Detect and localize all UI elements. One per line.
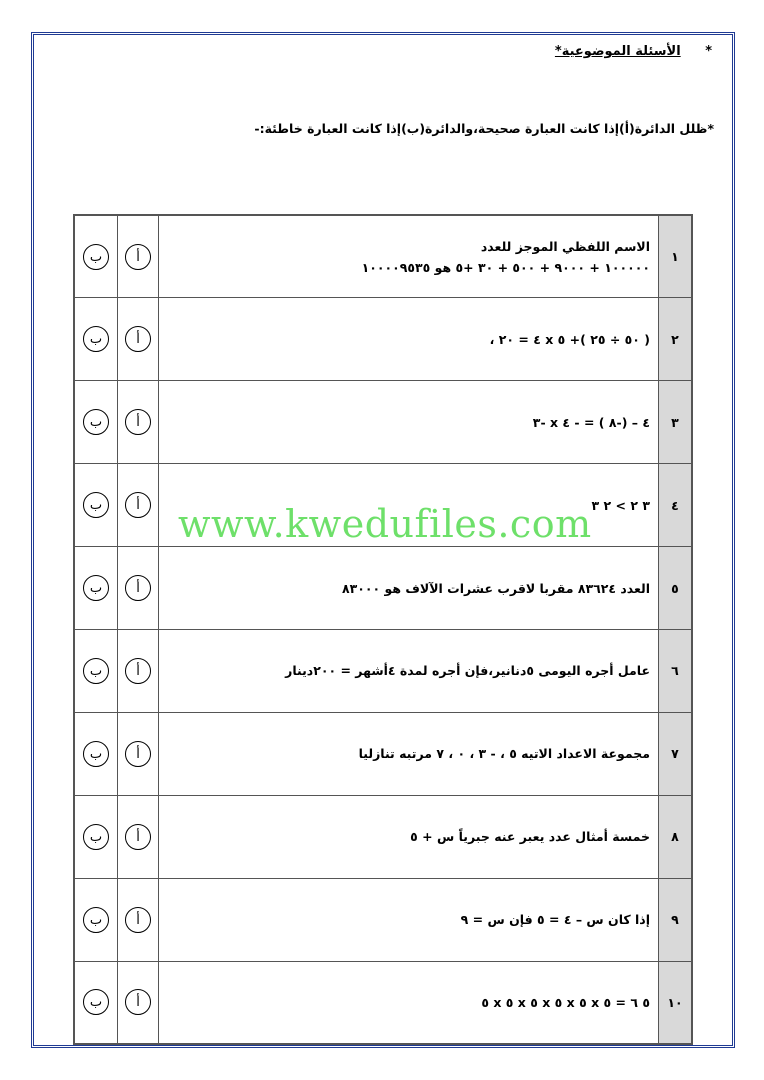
option-b-cell bbox=[74, 464, 118, 547]
question-text: ( ٥٠ ÷ ٢٥ )+ ٥ x ٤ = ٢٠ ، bbox=[489, 331, 650, 347]
question-text: ٤ – (-٨ ) = - ٤ x -٣ bbox=[532, 414, 650, 430]
option-b-circle[interactable]: ب bbox=[83, 658, 109, 684]
question-text-cell bbox=[159, 795, 659, 878]
option-b-circle[interactable]: ب bbox=[83, 575, 109, 601]
heading-star: * bbox=[705, 44, 712, 59]
question-text-cell bbox=[159, 381, 659, 464]
heading-title: الأسئلة الموضوعية* bbox=[554, 44, 681, 59]
section-heading bbox=[555, 44, 712, 59]
question-text: مجموعة الاعداد الاتيه ٥ ، - ٣ ، ٠ ، ٧ مرتبه تنازليا bbox=[358, 746, 650, 762]
option-a-circle[interactable]: أ bbox=[125, 989, 151, 1015]
option-b-circle[interactable]: ب bbox=[83, 989, 109, 1015]
question-number: ٥ bbox=[659, 547, 693, 630]
questions-table bbox=[73, 214, 693, 1045]
option-b-circle[interactable]: ب bbox=[83, 741, 109, 767]
option-a-cell bbox=[118, 298, 159, 381]
option-a-cell bbox=[118, 961, 159, 1044]
question-text-cell bbox=[159, 712, 659, 795]
question-row bbox=[74, 298, 692, 381]
question-number: ٤ bbox=[659, 464, 693, 547]
option-b-cell bbox=[74, 547, 118, 630]
option-b-circle[interactable]: ب bbox=[83, 409, 109, 435]
question-row bbox=[74, 795, 692, 878]
instruction-text: *ظلل الدائرة(أ)إذا كانت العبارة صحيحة،والدائرة(ب)إذا كانت العبارة خاطئة:- bbox=[254, 121, 714, 136]
question-text-cell bbox=[159, 547, 659, 630]
question-number: ١ bbox=[659, 215, 693, 298]
option-b-circle[interactable]: ب bbox=[83, 244, 109, 270]
question-number: ٧ bbox=[659, 712, 693, 795]
option-a-circle[interactable]: أ bbox=[125, 244, 151, 270]
option-a-cell bbox=[118, 795, 159, 878]
question-row bbox=[74, 547, 692, 630]
option-b-circle[interactable]: ب bbox=[83, 824, 109, 850]
option-b-cell bbox=[74, 878, 118, 961]
question-text: ٥ ٦ = ٥ x ٥ x ٥ x ٥ x ٥ x ٥ bbox=[481, 994, 650, 1010]
option-a-cell bbox=[118, 878, 159, 961]
question-row bbox=[74, 381, 692, 464]
option-a-cell bbox=[118, 712, 159, 795]
question-text-cell bbox=[159, 878, 659, 961]
question-number: ١٠ bbox=[659, 961, 693, 1044]
watermark: www.kwedufiles.com bbox=[178, 502, 592, 546]
question-row bbox=[74, 961, 692, 1044]
option-a-cell bbox=[118, 629, 159, 712]
question-text-cell bbox=[159, 629, 659, 712]
question-text: إذا كان س – ٤ = ٥ فإن س = ٩ bbox=[460, 912, 650, 928]
question-text: الاسم اللفظي الموجز للعدد bbox=[480, 238, 650, 254]
question-number: ٢ bbox=[659, 298, 693, 381]
question-text: ٣ ٢ > ٢ ٣ bbox=[591, 497, 650, 513]
option-a-cell bbox=[118, 547, 159, 630]
option-a-cell bbox=[118, 464, 159, 547]
question-number: ٣ bbox=[659, 381, 693, 464]
option-a-cell bbox=[118, 381, 159, 464]
option-a-circle[interactable]: أ bbox=[125, 824, 151, 850]
option-a-circle[interactable]: أ bbox=[125, 658, 151, 684]
question-text: خمسة أمثال عدد يعبر عنه جبرياً س + ٥ bbox=[410, 829, 650, 845]
option-b-circle[interactable]: ب bbox=[83, 326, 109, 352]
question-row bbox=[74, 878, 692, 961]
question-text: العدد ٨٣٦٢٤ مقربا لاقرب عشرات الآلاف هو ٨٣٠٠٠ bbox=[342, 580, 650, 596]
question-number: ٨ bbox=[659, 795, 693, 878]
option-a-circle[interactable]: أ bbox=[125, 575, 151, 601]
question-text-cell bbox=[159, 961, 659, 1044]
option-a-circle[interactable]: أ bbox=[125, 409, 151, 435]
question-row bbox=[74, 712, 692, 795]
option-b-circle[interactable]: ب bbox=[83, 492, 109, 518]
question-text-cell bbox=[159, 215, 659, 298]
question-number: ٩ bbox=[659, 878, 693, 961]
question-text: عامل أجره اليومى ٥دنانير،فإن أجره لمدة ٤أشهر = ٢٠٠دينار bbox=[285, 663, 650, 679]
option-b-cell bbox=[74, 298, 118, 381]
option-b-cell bbox=[74, 381, 118, 464]
option-b-circle[interactable]: ب bbox=[83, 907, 109, 933]
option-b-cell bbox=[74, 961, 118, 1044]
question-number: ٦ bbox=[659, 629, 693, 712]
question-row bbox=[74, 215, 692, 298]
option-a-cell bbox=[118, 215, 159, 298]
option-a-circle[interactable]: أ bbox=[125, 907, 151, 933]
option-a-circle[interactable]: أ bbox=[125, 326, 151, 352]
option-a-circle[interactable]: أ bbox=[125, 741, 151, 767]
option-a-circle[interactable]: أ bbox=[125, 492, 151, 518]
question-row bbox=[74, 629, 692, 712]
question-text-line2: ١٠٠٠٠٠ + ٩٠٠٠ + ٥٠٠ + ٣٠ +٥ هو ١٠٠٠٠٩٥٣٥ bbox=[361, 259, 650, 275]
option-b-cell bbox=[74, 215, 118, 298]
question-text-cell bbox=[159, 298, 659, 381]
option-b-cell bbox=[74, 712, 118, 795]
option-b-cell bbox=[74, 795, 118, 878]
option-b-cell bbox=[74, 629, 118, 712]
